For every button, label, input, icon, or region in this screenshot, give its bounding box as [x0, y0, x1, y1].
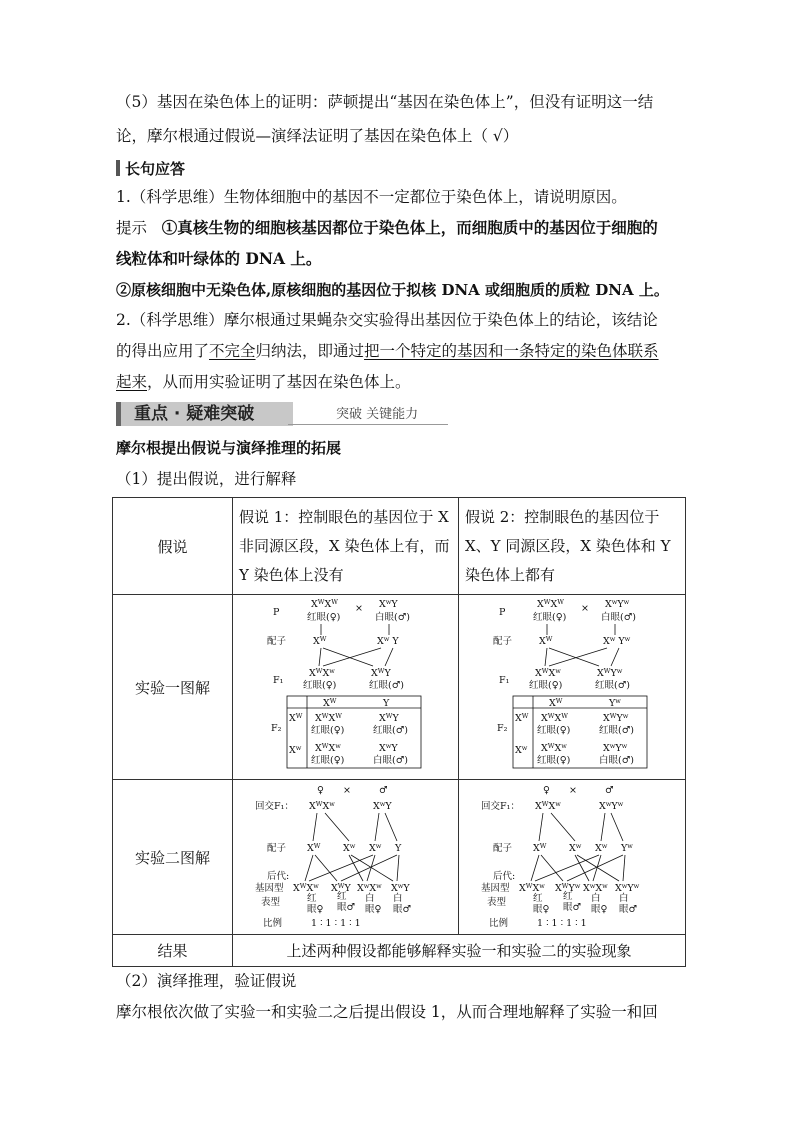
- result-text: 上述两种假设都能够解释实验一和实验二的实验现象: [233, 935, 686, 967]
- q2-text-a: 的得出应用了: [116, 342, 210, 360]
- svg-text:XWYw: $X^WY^w$: [555, 882, 581, 894]
- q2-answer-2-cont: 起来: [116, 373, 148, 391]
- red-female: 红眼(♀): [307, 612, 341, 623]
- hypothesis-1: 假说 1：控制眼色的基因位于 X非同源区段，X 染色体上有，而 Y 染色体上没有: [233, 498, 459, 595]
- svg-text:♂: ♂: [379, 785, 388, 796]
- svg-text:红: 红: [307, 893, 317, 904]
- label-hypothesis: 假说: [113, 498, 233, 595]
- svg-text:红眼(♀): 红眼(♀): [311, 755, 345, 766]
- svg-text:配子: 配子: [267, 843, 287, 854]
- svg-text:XW: $X^W$: [549, 697, 563, 709]
- backcross-diagram-2: [459, 781, 686, 933]
- cross-diagram-1b: [459, 597, 686, 777]
- svg-text:眼♂: 眼♂: [619, 904, 638, 915]
- svg-text:F₂: F₂: [271, 723, 282, 734]
- svg-text:♀: ♀: [543, 785, 550, 796]
- svg-text:Y: Y: [383, 698, 390, 709]
- svg-text:红: 红: [337, 891, 347, 902]
- svg-text:基因型: 基因型: [255, 883, 284, 894]
- svg-text:XwYw: $X^wY^w$: [615, 882, 640, 894]
- svg-text:F₁: F₁: [499, 675, 510, 686]
- svg-text:XWXw: $X^WX^w$: [535, 800, 561, 812]
- label-F1: F₁: [273, 675, 284, 686]
- svg-text:红眼(♀): 红眼(♀): [533, 612, 567, 623]
- svg-text:Yw: $Y^w$: [621, 842, 633, 854]
- svg-text:眼♀: 眼♀: [307, 904, 324, 915]
- question-1: 1.（科学思维）生物体细胞中的基因不一定都位于染色体上，请说明原因。: [116, 188, 627, 206]
- svg-text:XwXw: $X^wX^w$: [583, 882, 608, 894]
- svg-text:眼♂: 眼♂: [393, 904, 412, 915]
- backcross-diagram-1: [233, 781, 459, 933]
- svg-text:回交F₁：: 回交F₁：: [481, 801, 520, 812]
- para5-line1: （5）基因在染色体上的证明：萨顿提出“基因在染色体上”，但没有证明这一结: [116, 93, 654, 111]
- svg-text:Xw Y: $X^w$ Y: [377, 635, 399, 647]
- svg-text:Y: Y: [395, 843, 402, 854]
- svg-text:白眼(♂): 白眼(♂): [373, 755, 408, 766]
- svg-text:后代:: 后代:: [267, 871, 290, 882]
- label-result: 结果: [113, 935, 233, 967]
- svg-text:配子: 配子: [493, 636, 513, 647]
- svg-text:XW: $X^W$: [539, 635, 553, 647]
- svg-text:Xw: $X^w$: [515, 744, 528, 756]
- svg-text:眼♀: 眼♀: [365, 904, 382, 915]
- exp2-hyp2-diagram: [459, 780, 686, 935]
- svg-text:红: 红: [563, 891, 573, 902]
- svg-text:红眼(♂): 红眼(♂): [373, 725, 408, 736]
- svg-text:红眼(♀): 红眼(♀): [311, 725, 345, 736]
- svg-text:白眼(♂): 白眼(♂): [601, 612, 636, 623]
- last-line: 摩尔根依次做了实验一和实验二之后提出假设 1，从而合理地解释了实验一和回: [116, 1003, 658, 1021]
- step-2: （2）演绎推理，验证假说: [116, 972, 297, 990]
- svg-text:XWY: $X^WY$: [331, 882, 351, 894]
- banner-underline: [288, 424, 448, 425]
- q2-text-b: 归纳法，即通过: [255, 342, 365, 360]
- svg-text:XW: $X^W$: [533, 842, 547, 854]
- hint-2: ②原核细胞中无染色体,原核细胞的基因位于拟核 DNA 或细胞质的质粒 DNA 上。: [116, 281, 669, 299]
- svg-text:XW: $X^W$: [313, 635, 327, 647]
- exp1-hyp2-diagram: [459, 595, 686, 780]
- para5-line2: 论，摩尔根通过假说—演绎法证明了基因在染色体上（ √）: [116, 127, 519, 145]
- svg-text:XwY: $X^wY$: [379, 598, 398, 610]
- cross-sign: ×: [355, 603, 363, 614]
- svg-text:Xw: $X^w$: [595, 842, 608, 854]
- svg-text:红眼(♂): 红眼(♂): [595, 680, 630, 691]
- svg-text:XWXw: $X^WX^w$: [309, 800, 335, 812]
- heading-bar: [116, 160, 120, 176]
- svg-text:Xw: $X^w$: [569, 842, 582, 854]
- svg-text:XWY: $X^WY$: [379, 712, 399, 724]
- svg-text:比例: 比例: [489, 918, 509, 929]
- svg-text:XWYw: $X^WY^w$: [603, 712, 629, 724]
- topic-title: 摩尔根提出假说与演绎推理的拓展: [116, 439, 342, 457]
- white-male: 白眼(♂): [375, 612, 410, 623]
- svg-text:红: 红: [533, 893, 543, 904]
- hint-1-text: ①真核生物的细胞核基因都位于染色体上，而细胞质中的基因位于细胞的: [161, 218, 658, 237]
- section-title: 长句应答: [125, 160, 186, 178]
- svg-text:眼♀: 眼♀: [591, 904, 608, 915]
- label-exp2: 实验二图解: [113, 780, 233, 935]
- svg-text:XW: $X^W$: [515, 712, 529, 724]
- svg-text:白: 白: [619, 893, 629, 904]
- svg-text:×: ×: [569, 785, 577, 796]
- svg-text:♂: ♂: [605, 785, 614, 796]
- hypothesis-table: [112, 497, 686, 967]
- svg-text:XWXw: $X^WX^w$: [535, 667, 561, 679]
- svg-text:XwYw: $X^wY^w$: [605, 598, 630, 610]
- svg-text:红眼(♀): 红眼(♀): [529, 680, 563, 691]
- svg-text:XW: $X^W$: [323, 697, 337, 709]
- svg-text:XwY: $X^wY$: [379, 742, 398, 754]
- row-result: [113, 935, 686, 967]
- svg-text:Yw: $Y^w$: [609, 697, 621, 709]
- step-1: （1）提出假说，进行解释: [116, 470, 297, 488]
- section-heading: [116, 157, 256, 181]
- question-2-line2: [116, 337, 682, 366]
- svg-text:XWXw: $X^WX^w$: [309, 667, 335, 679]
- svg-text:1 ∶ 1 ∶ 1 ∶ 1: 1 ∶ 1 ∶ 1 ∶ 1: [311, 918, 361, 929]
- hypothesis-2: 假说 2：控制眼色的基因位于 X、Y 同源区段，X 染色体和 Y 染色体上都有: [459, 498, 686, 595]
- svg-text:XW: $X^W$: [307, 842, 321, 854]
- svg-text:XWXw: $X^WX^w$: [293, 882, 319, 894]
- svg-text:P: P: [499, 607, 506, 618]
- svg-text:1 ∶ 1 ∶ 1 ∶ 1: 1 ∶ 1 ∶ 1 ∶ 1: [537, 918, 587, 929]
- svg-text:XWXW: $X^WX^W$: [541, 712, 568, 724]
- svg-text:红眼(♀): 红眼(♀): [537, 755, 571, 766]
- q2-text-c: ，从而用实验证明了基因在染色体上。: [147, 373, 411, 391]
- svg-text:♀: ♀: [317, 785, 324, 796]
- svg-text:XwYw: $X^wY^w$: [599, 800, 624, 812]
- svg-text:Xw: $X^w$: [289, 744, 302, 756]
- svg-text:Xw: $X^w$: [369, 842, 382, 854]
- section-banner: [116, 402, 438, 426]
- question-2-line1: 2.（科学思维）摩尔根通过果蝇杂交实验得出基因位于染色体上的结论，该结论: [116, 311, 658, 329]
- label-gamete: 配子: [267, 636, 287, 647]
- svg-text:Xw: $X^w$: [343, 842, 356, 854]
- svg-text:XwY: $X^wY$: [391, 882, 410, 894]
- svg-text:表型: 表型: [261, 897, 281, 908]
- cross-diagram-1a: [233, 597, 459, 777]
- exp1-hyp1-diagram: [233, 595, 459, 780]
- svg-text:红眼(♂): 红眼(♂): [369, 680, 404, 691]
- svg-text:红眼(♂): 红眼(♂): [599, 725, 634, 736]
- svg-text:表型: 表型: [487, 897, 507, 908]
- svg-text:红眼(♀): 红眼(♀): [537, 725, 571, 736]
- row-exp2: [113, 780, 686, 935]
- svg-text:F₂: F₂: [497, 723, 508, 734]
- label-P: P: [273, 607, 280, 618]
- svg-text:后代:: 后代:: [493, 871, 516, 882]
- svg-text:白: 白: [591, 893, 601, 904]
- label-backcross: 回交F₁：: [255, 801, 294, 812]
- svg-text:×: ×: [343, 785, 351, 796]
- svg-text:眼♀: 眼♀: [533, 904, 550, 915]
- row-exp1: [113, 595, 686, 780]
- svg-text:XWXW: $X^WX^W$: [315, 712, 342, 724]
- banner-subtitle: 突破 关键能力: [336, 407, 419, 422]
- hint-1-line2: 线粒体和叶绿体的 DNA 上。: [116, 249, 322, 268]
- svg-text:XWY: $X^WY$: [371, 667, 391, 679]
- svg-text:×: ×: [581, 603, 589, 614]
- svg-text:比例: 比例: [263, 918, 283, 929]
- svg-text:XW: $X^W$: [289, 712, 303, 724]
- svg-text:XWYw: $X^WY^w$: [597, 667, 623, 679]
- svg-text:XWXw: $X^WX^w$: [519, 882, 545, 894]
- svg-text:XwYw: $X^wY^w$: [603, 742, 628, 754]
- q2-answer-1: 不完全: [209, 342, 256, 360]
- svg-text:红眼(♀): 红眼(♀): [303, 680, 337, 691]
- hint-1-line1: [116, 213, 682, 243]
- svg-text:XWXW: $X^WX^W$: [537, 598, 564, 610]
- svg-text:XWXw: $X^WX^w$: [541, 742, 567, 754]
- svg-text:眼♂: 眼♂: [563, 902, 582, 913]
- svg-text:Xw Yw: $X^w$ $Y^w$: [603, 635, 631, 647]
- svg-text:白: 白: [365, 893, 375, 904]
- svg-text:眼♂: 眼♂: [337, 902, 356, 913]
- q2-answer-2: 把一个特定的基因和一条特定的染色体联系: [364, 342, 659, 360]
- banner-title: 重点 · 疑难突破: [134, 404, 255, 424]
- svg-text:配子: 配子: [493, 843, 513, 854]
- svg-text:基因型: 基因型: [481, 883, 510, 894]
- label-exp1: 实验一图解: [113, 595, 233, 780]
- svg-text:XwXw: $X^wX^w$: [357, 882, 382, 894]
- question-2-line3: [116, 368, 682, 397]
- svg-text:XwY: $X^wY$: [373, 800, 392, 812]
- exp2-hyp1-diagram: [233, 780, 459, 935]
- svg-text:白眼(♂): 白眼(♂): [599, 755, 634, 766]
- svg-text:XWXW: $X^WX^W$: [311, 598, 338, 610]
- row-hypothesis: [113, 498, 686, 595]
- hint-label: 提示: [116, 219, 148, 237]
- svg-text:XWXw: $X^WX^w$: [315, 742, 341, 754]
- svg-text:白: 白: [393, 893, 403, 904]
